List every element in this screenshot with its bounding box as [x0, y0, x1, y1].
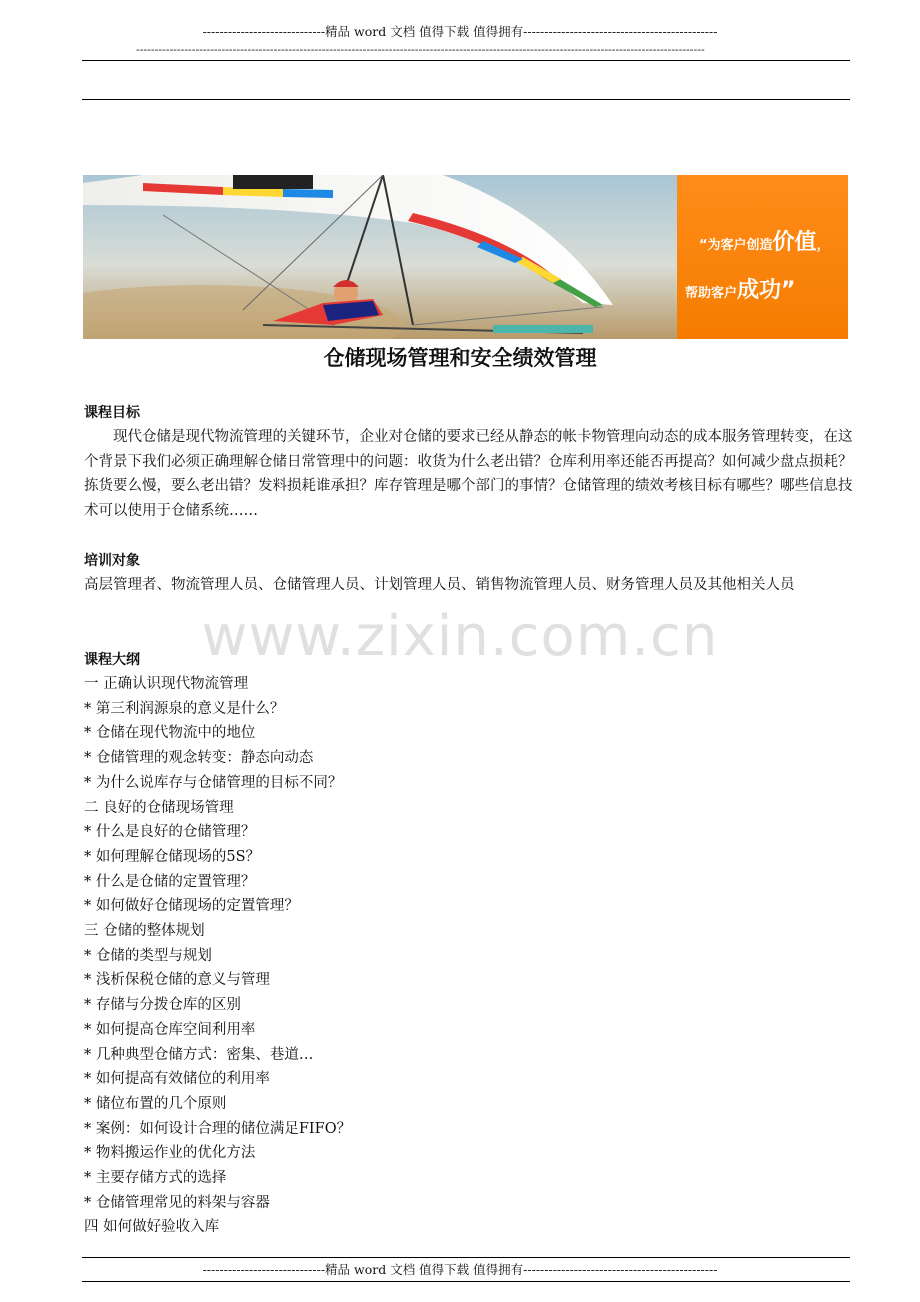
outline-item: * 物料搬运作业的优化方法 — [84, 1145, 256, 1162]
outline-item: 四 如何做好验收入库 — [84, 1219, 220, 1236]
outline-item: * 如何提高仓库空间利用率 — [84, 1021, 256, 1038]
audience-text: 高层管理者、物流管理人员、仓储管理人员、计划管理人员、销售物流管理人员、财务管理人员及其他相关人员 — [84, 577, 795, 593]
objectives-text: 现代仓储是现代物流管理的关键环节，企业对仓储的要求已经从静态的帐卡物管理向动态的成本服务管理转变，在这个背景下我们必须正确理解仓储日常管理中的问题：收货为什么老出错？仓库利用率还能否再提高？如何减少盘点损耗？拣货要么慢，要么老出错？发料损耗谁承担？库存管理是哪个部门的事情？仓储管理的绩效考核目标有哪些？哪些信息技术可以使用于仓储系统…… — [84, 429, 853, 519]
watermark: www.zixin.com.cn — [201, 604, 719, 669]
outline-item: * 什么是仓储的定置管理？ — [84, 873, 256, 890]
slogan-panel — [677, 175, 848, 339]
footer-rule-top — [82, 1257, 850, 1258]
outline-item: * 仓储在现代物流中的地位 — [84, 725, 256, 742]
outline-item: * 为什么说库存与仓储管理的目标不同？ — [84, 774, 343, 791]
slogan-line-1-suffix: ， — [816, 238, 830, 253]
slogan-line-1 — [699, 225, 830, 256]
outline-item: * 如何提高有效储位的利用率 — [84, 1071, 270, 1088]
outline-item: * 几种典型仓储方式：密集、巷道… — [84, 1046, 314, 1063]
outline-item: * 存储与分拨仓库的区别 — [84, 997, 241, 1014]
outline-item: 二 良好的仓储现场管理 — [84, 799, 234, 816]
outline-item: * 第三利润源泉的意义是什么？ — [84, 700, 285, 717]
slogan-line-1-emphasis: 价值 — [772, 230, 817, 255]
slogan-line-1-prefix: “为客户创造 — [699, 238, 773, 253]
outline-item: * 什么是良好的仓储管理？ — [84, 824, 256, 841]
page-footer-text: -----------------------------精品 word 文档 值得下载 值得拥有---------------------------------------------- — [202, 1262, 718, 1277]
slogan-line-2 — [685, 273, 796, 304]
objectives-paragraph — [84, 425, 856, 523]
page-header-dashes: --------------------------------------------------------------------------------------------------------------------------------------------------------- — [136, 43, 705, 56]
outline-item: * 浅析保税仓储的意义与管理 — [84, 972, 270, 989]
slogan-line-2-prefix: 帮助客户 — [685, 286, 738, 301]
outline-item: * 如何理解仓储现场的5S？ — [84, 848, 261, 865]
footer-rule-bottom — [82, 1281, 850, 1282]
course-outline — [84, 672, 844, 1240]
slogan-line-2-emphasis: 成功 — [737, 278, 782, 303]
outline-item: * 仓储的类型与规划 — [84, 947, 212, 964]
page-header-text: -----------------------------精品 word 文档 值得下载 值得拥有---------------------------------------------- — [202, 24, 718, 39]
header-rule-bottom — [82, 99, 850, 100]
outline-item: * 案例：如何设计合理的储位满足FIFO？ — [84, 1120, 352, 1137]
hang-glider-illustration — [83, 175, 677, 339]
outline-item: * 如何做好仓储现场的定置管理？ — [84, 898, 299, 915]
document-title: 仓储现场管理和安全绩效管理 — [323, 346, 597, 370]
outline-item: * 仓储管理的观念转变：静态向动态 — [84, 750, 314, 767]
outline-item: 一 正确认识现代物流管理 — [84, 676, 249, 692]
hang-glider-photo — [83, 175, 677, 339]
section-heading-outline: 课程大纲 — [84, 652, 140, 668]
banner — [83, 175, 848, 339]
outline-item: * 储位布置的几个原则 — [84, 1095, 227, 1112]
outline-item: * 主要存储方式的选择 — [84, 1170, 227, 1187]
outline-item: * 仓储管理常见的料架与容器 — [84, 1194, 270, 1211]
slogan-line-2-suffix: ” — [781, 278, 796, 303]
outline-item: 三 仓储的整体规划 — [84, 923, 205, 940]
header-rule-top — [82, 60, 850, 61]
section-heading-objectives: 课程目标 — [84, 405, 140, 421]
audience-paragraph — [84, 573, 856, 598]
section-heading-audience: 培训对象 — [84, 553, 140, 569]
